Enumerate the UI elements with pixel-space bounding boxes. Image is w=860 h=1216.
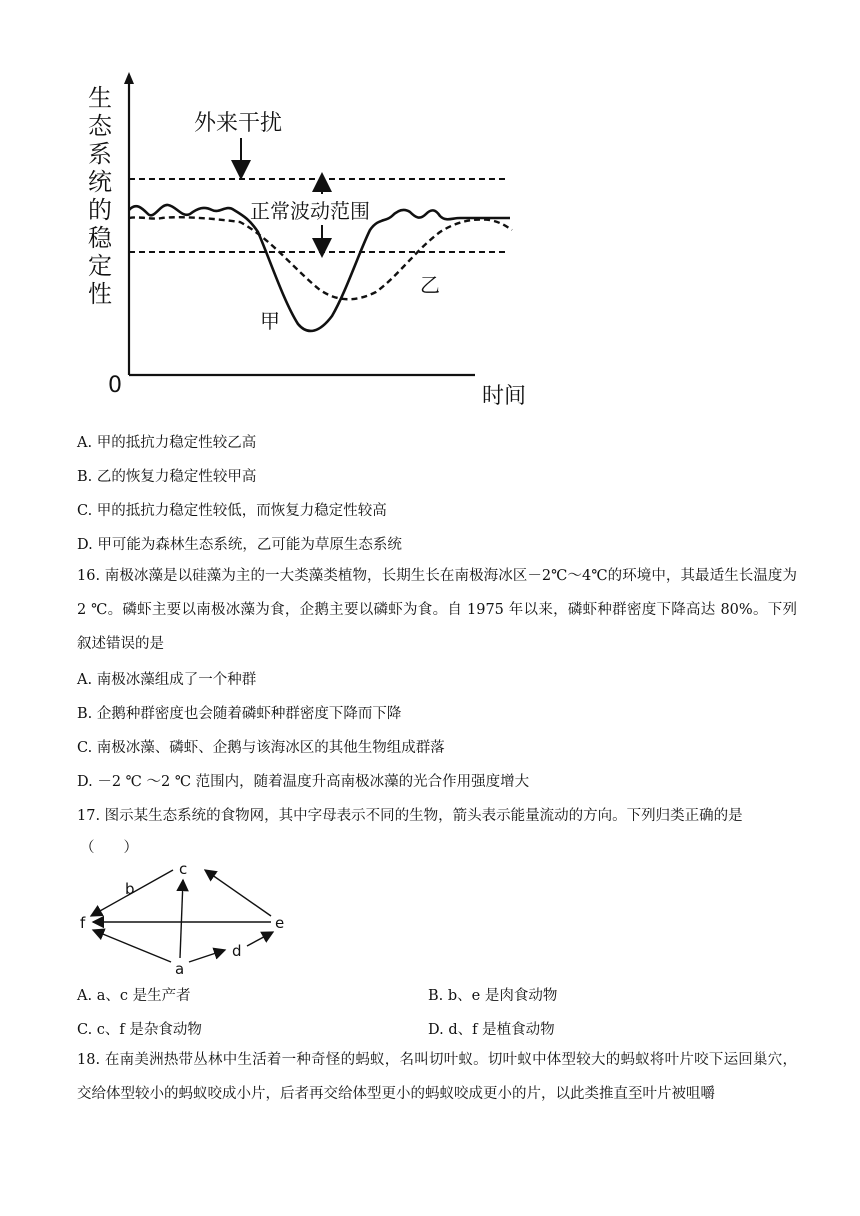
q17-option-d: D. d、f 是植食动物 bbox=[428, 1022, 555, 1038]
q18-stem: 18. 在南美洲热带丛林中生活着一种奇怪的蚂蚁，名叫切叶蚁。切叶蚁中体型较大的蚂蚁将叶片咬下运回巢穴，交给体型较小的蚂蚁咬成小片，后者再交给体型更小的蚂蚁咬成更小的片，以此类推直至叶片被咀嚼 bbox=[77, 1052, 797, 1102]
svg-text:系: 系 bbox=[88, 140, 112, 168]
q17-option-a: A. a、c 是生产者 bbox=[77, 988, 191, 1004]
svg-text:稳: 稳 bbox=[88, 224, 112, 252]
arrow-c-to-f bbox=[91, 870, 173, 916]
node-e: e bbox=[275, 914, 285, 932]
normal-range-label: 正常波动范围 bbox=[250, 199, 370, 223]
svg-text:态: 态 bbox=[88, 112, 112, 140]
q16-option-a: A. 南极冰藻组成了一个种群 bbox=[77, 672, 257, 688]
q15-option-a: A. 甲的抵抗力稳定性较乙高 bbox=[77, 435, 257, 451]
node-f: f bbox=[80, 914, 86, 932]
q15-option-c: C. 甲的抵抗力稳定性较低，而恢复力稳定性较高 bbox=[77, 503, 387, 519]
q17-bracket: （ ） bbox=[80, 840, 138, 856]
arrow-a-to-c bbox=[180, 880, 183, 958]
arrow-a-to-f bbox=[93, 930, 171, 962]
curve-jia bbox=[129, 205, 510, 331]
q15-option-b: B. 乙的恢复力稳定性较甲高 bbox=[77, 469, 257, 485]
node-a: a bbox=[175, 960, 185, 978]
node-b: b bbox=[125, 880, 135, 898]
y-axis-arrow bbox=[124, 72, 134, 84]
svg-text:性: 性 bbox=[88, 280, 112, 308]
food-web-diagram bbox=[75, 858, 295, 978]
node-d: d bbox=[232, 942, 242, 960]
q15-option-d: D. 甲可能为森林生态系统，乙可能为草原生态系统 bbox=[77, 537, 402, 553]
arrow-d-to-e bbox=[247, 932, 273, 946]
arrow-e-to-c bbox=[205, 870, 271, 916]
q17-option-c: C. c、f 是杂食动物 bbox=[77, 1022, 202, 1038]
disturbance-label: 外来干扰 bbox=[194, 111, 283, 136]
curve-yi-label: 乙 bbox=[420, 273, 440, 297]
q17-option-b: B. b、e 是肉食动物 bbox=[428, 988, 558, 1004]
y-axis-label bbox=[88, 84, 113, 308]
node-c: c bbox=[179, 860, 188, 878]
q16-stem: 16. 南极冰藻是以硅藻为主的一大类藻类植物，长期生长在南极海冰区－2℃～4℃的环境中，其最适生长温度为 2 ℃。磷虾主要以南极冰藻为食，企鹅主要以磷虾为食。自 1975 年以来，磷虾种群密度下降高达 80%。下列叙述错误的是 bbox=[77, 568, 797, 652]
curve-yi bbox=[129, 217, 512, 299]
curve-jia-label: 甲 bbox=[260, 309, 280, 333]
arrow-a-to-d bbox=[189, 950, 225, 962]
q16-option-d: D. －2 ℃ ～2 ℃ 范围内，随着温度升高南极冰藻的光合作用强度增大 bbox=[77, 774, 530, 790]
svg-text:生: 生 bbox=[88, 84, 112, 112]
x-axis-label: 时间 bbox=[482, 384, 527, 409]
q17-stem: 17. 图示某生态系统的食物网，其中字母表示不同的生物，箭头表示能量流动的方向。下列归类正确的是 bbox=[77, 808, 743, 824]
q16-option-c: C. 南极冰藻、磷虾、企鹅与该海冰区的其他生物组成群落 bbox=[77, 740, 445, 756]
q16-option-b: B. 企鹅种群密度也会随着磷虾种群密度下降而下降 bbox=[77, 706, 402, 722]
origin-label: 0 bbox=[108, 373, 122, 398]
svg-text:统: 统 bbox=[88, 168, 112, 196]
stability-figure bbox=[80, 70, 540, 415]
svg-text:的: 的 bbox=[88, 196, 112, 224]
svg-text:定: 定 bbox=[88, 252, 112, 280]
